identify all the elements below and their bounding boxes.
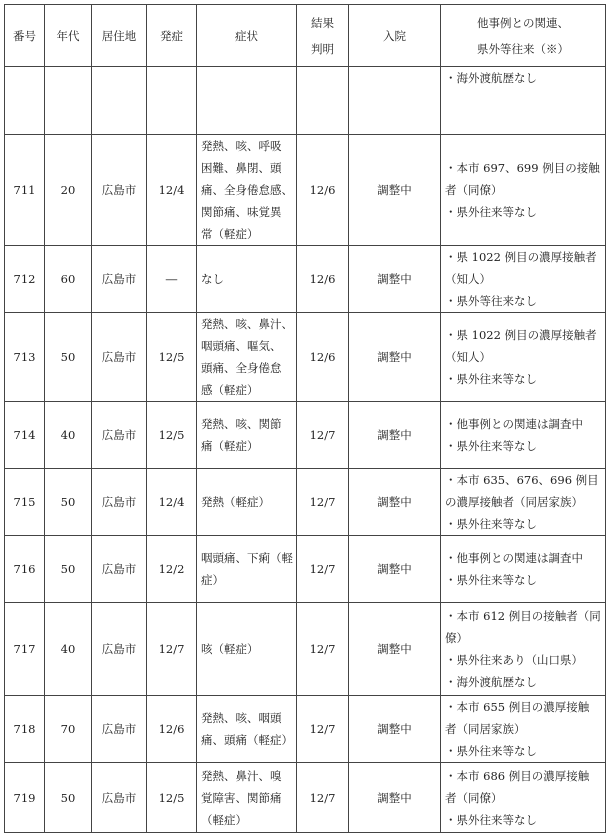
cell-residence: 広島市	[92, 135, 147, 246]
symptom-line: 咽頭痛、嘔気、	[201, 339, 282, 353]
cell-relation	[441, 536, 606, 603]
header-age: 年代	[45, 5, 92, 67]
cell-hospitalization: 調整中	[349, 246, 441, 313]
cell-result-date: 12/7	[297, 696, 349, 763]
symptom-line: なし	[201, 272, 224, 286]
relation-line: の濃厚接触者（同居家族）	[445, 495, 583, 509]
relation-line: ・本市 612 例目の接触者（同	[445, 609, 601, 623]
header-hospitalization: 入院	[349, 5, 441, 67]
cell-relation	[441, 469, 606, 536]
cell-age: 50	[45, 313, 92, 402]
cell-result-date: 12/6	[297, 246, 349, 313]
cell-symptoms	[197, 536, 297, 603]
cell-residence: 広島市	[92, 402, 147, 469]
symptom-line: 感（軽症）	[201, 383, 259, 397]
cell-onset: 12/4	[147, 469, 197, 536]
cell-symptoms	[197, 469, 297, 536]
cell-number: 718	[5, 696, 45, 763]
continuation-relation	[441, 67, 606, 135]
table-row	[5, 246, 606, 313]
relation-line: ・本市 655 例目の濃厚接触	[445, 700, 590, 714]
symptom-line: 痛（軽症）	[201, 439, 259, 453]
symptom-line: 発熱、咳、咽頭	[201, 711, 282, 725]
cell-hospitalization: 調整中	[349, 469, 441, 536]
relation-line: （知人）	[445, 272, 491, 286]
cell-age: 50	[45, 536, 92, 603]
cell-residence: 広島市	[92, 603, 147, 696]
symptom-line: 常（軽症）	[201, 227, 259, 241]
cell-relation	[441, 402, 606, 469]
table-row	[5, 135, 606, 246]
symptom-line: 発熱（軽症）	[201, 495, 270, 509]
relation-line: ・県 1022 例目の濃厚接触者	[445, 250, 597, 264]
cell-result-date: 12/7	[297, 536, 349, 603]
relation-line: ・県外往来等なし	[445, 439, 537, 453]
cell-number: 711	[5, 135, 45, 246]
case-table	[4, 4, 606, 833]
cell-relation	[441, 603, 606, 696]
header-row	[5, 5, 606, 67]
cell-number: 714	[5, 402, 45, 469]
cell-residence: 広島市	[92, 696, 147, 763]
header-result-date	[297, 5, 349, 67]
cell-symptoms	[197, 763, 297, 833]
cell-result-date: 12/7	[297, 402, 349, 469]
relation-line: ・県外往来等なし	[445, 744, 537, 758]
cell-symptoms	[197, 603, 297, 696]
symptom-line: 痛、全身倦怠感、	[201, 183, 293, 197]
cell-age: 40	[45, 603, 92, 696]
relation-line: ・県外往来等なし	[445, 573, 537, 587]
symptom-line: 発熱、咳、呼吸	[201, 139, 282, 153]
relation-line: ・海外渡航歴なし	[445, 675, 537, 689]
relation-line: 者（同僚）	[445, 790, 503, 805]
cell-relation	[441, 246, 606, 313]
relation-line: ・他事例との関連は調査中	[445, 417, 583, 431]
cell-age: 40	[45, 402, 92, 469]
header-relation-line1: 他事例との関連、	[477, 15, 569, 30]
relation-line: ・県外往来等なし	[445, 517, 537, 531]
symptom-line: 発熱、咳、鼻汁、	[201, 317, 293, 331]
cell-hospitalization: 調整中	[349, 603, 441, 696]
relation-line: ・県外往来等なし	[445, 372, 537, 386]
cell-onset: ―	[147, 246, 197, 313]
symptom-line: 咽頭痛、下痢（軽	[201, 551, 293, 565]
cell-age: 60	[45, 246, 92, 313]
header-number: 番号	[5, 5, 45, 67]
header-relation	[441, 5, 606, 67]
table-row	[5, 313, 606, 402]
cell-number: 719	[5, 763, 45, 833]
symptom-line: 発熱、鼻汁、嗅	[201, 768, 282, 783]
cell-symptoms	[197, 246, 297, 313]
relation-line: ・本市 635、676、696 例目	[445, 473, 599, 487]
symptom-line: 頭痛、全身倦怠	[201, 361, 282, 375]
header-relation-line2: 県外等往来（※）	[477, 41, 569, 56]
cell-residence: 広島市	[92, 469, 147, 536]
cell-residence: 広島市	[92, 763, 147, 833]
cell-age: 70	[45, 696, 92, 763]
table-row	[5, 603, 606, 696]
relation-line: ・県 1022 例目の濃厚接触者	[445, 328, 597, 342]
cell-number: 713	[5, 313, 45, 402]
cell-number: 716	[5, 536, 45, 603]
table-body	[5, 67, 606, 833]
cell-hospitalization: 調整中	[349, 135, 441, 246]
cell-hospitalization: 調整中	[349, 402, 441, 469]
cell-number: 715	[5, 469, 45, 536]
cell-result-date: 12/6	[297, 135, 349, 246]
relation-line: ・県外等往来なし	[445, 294, 537, 308]
symptom-line: 困難、鼻閉、頭	[201, 161, 282, 175]
relation-line: 僚）	[445, 631, 468, 645]
cell-age: 50	[45, 469, 92, 536]
relation-line: ・本市 686 例目の濃厚接触	[445, 768, 590, 783]
relation-line: ・県外往来等なし	[445, 205, 537, 219]
symptom-line: （軽症）	[201, 812, 247, 827]
cell-result-date: 12/7	[297, 469, 349, 536]
relation-line: （知人）	[445, 350, 491, 364]
cell-residence: 広島市	[92, 313, 147, 402]
relation-line: ・県外往来等なし	[445, 812, 537, 827]
cell-onset: 12/2	[147, 536, 197, 603]
symptom-line: 発熱、咳、関節	[201, 417, 282, 431]
cell-symptoms	[197, 313, 297, 402]
cell-hospitalization: 調整中	[349, 313, 441, 402]
cell-residence: 広島市	[92, 536, 147, 603]
cell-result-date: 12/6	[297, 313, 349, 402]
header-residence: 居住地	[92, 5, 147, 67]
cell-relation	[441, 763, 606, 833]
header-result-line2: 判明	[311, 41, 334, 56]
cell-onset: 12/5	[147, 402, 197, 469]
cell-relation	[441, 313, 606, 402]
cell-hospitalization: 調整中	[349, 536, 441, 603]
cell-onset: 12/5	[147, 763, 197, 833]
cell-relation	[441, 135, 606, 246]
relation-line: 者（同僚）	[445, 183, 503, 197]
cell-number: 712	[5, 246, 45, 313]
cell-result-date: 12/7	[297, 763, 349, 833]
continuation-row	[5, 67, 606, 135]
relation-line: ・海外渡航歴なし	[445, 71, 537, 85]
relation-line: ・他事例との関連は調査中	[445, 551, 583, 565]
header-result-line1: 結果	[311, 15, 334, 30]
symptom-line: 症）	[201, 573, 224, 587]
cell-residence: 広島市	[92, 246, 147, 313]
cell-relation	[441, 696, 606, 763]
relation-line: ・県外往来あり（山口県）	[445, 653, 583, 667]
table-row	[5, 696, 606, 763]
cell-onset: 12/6	[147, 696, 197, 763]
cell-hospitalization: 調整中	[349, 763, 441, 833]
table-row	[5, 536, 606, 603]
cell-symptoms	[197, 696, 297, 763]
table-row	[5, 402, 606, 469]
header-symptoms: 症状	[197, 5, 297, 67]
symptom-line: 咳（軽症）	[201, 642, 259, 656]
cell-number: 717	[5, 603, 45, 696]
cell-age: 50	[45, 763, 92, 833]
cell-onset: 12/4	[147, 135, 197, 246]
cell-symptoms	[197, 402, 297, 469]
cell-onset: 12/5	[147, 313, 197, 402]
table-row	[5, 469, 606, 536]
cell-onset: 12/7	[147, 603, 197, 696]
relation-line: 者（同居家族）	[445, 722, 526, 736]
header-onset: 発症	[147, 5, 197, 67]
table-row	[5, 763, 606, 833]
symptom-line: 関節痛、味覚異	[201, 205, 282, 219]
cell-age: 20	[45, 135, 92, 246]
relation-line: ・本市 697、699 例目の接触	[445, 161, 600, 175]
cell-hospitalization: 調整中	[349, 696, 441, 763]
symptom-line: 痛、頭痛（軽症）	[201, 733, 293, 747]
symptom-line: 覚障害、関節痛	[201, 790, 282, 805]
cell-result-date: 12/7	[297, 603, 349, 696]
cell-symptoms	[197, 135, 297, 246]
